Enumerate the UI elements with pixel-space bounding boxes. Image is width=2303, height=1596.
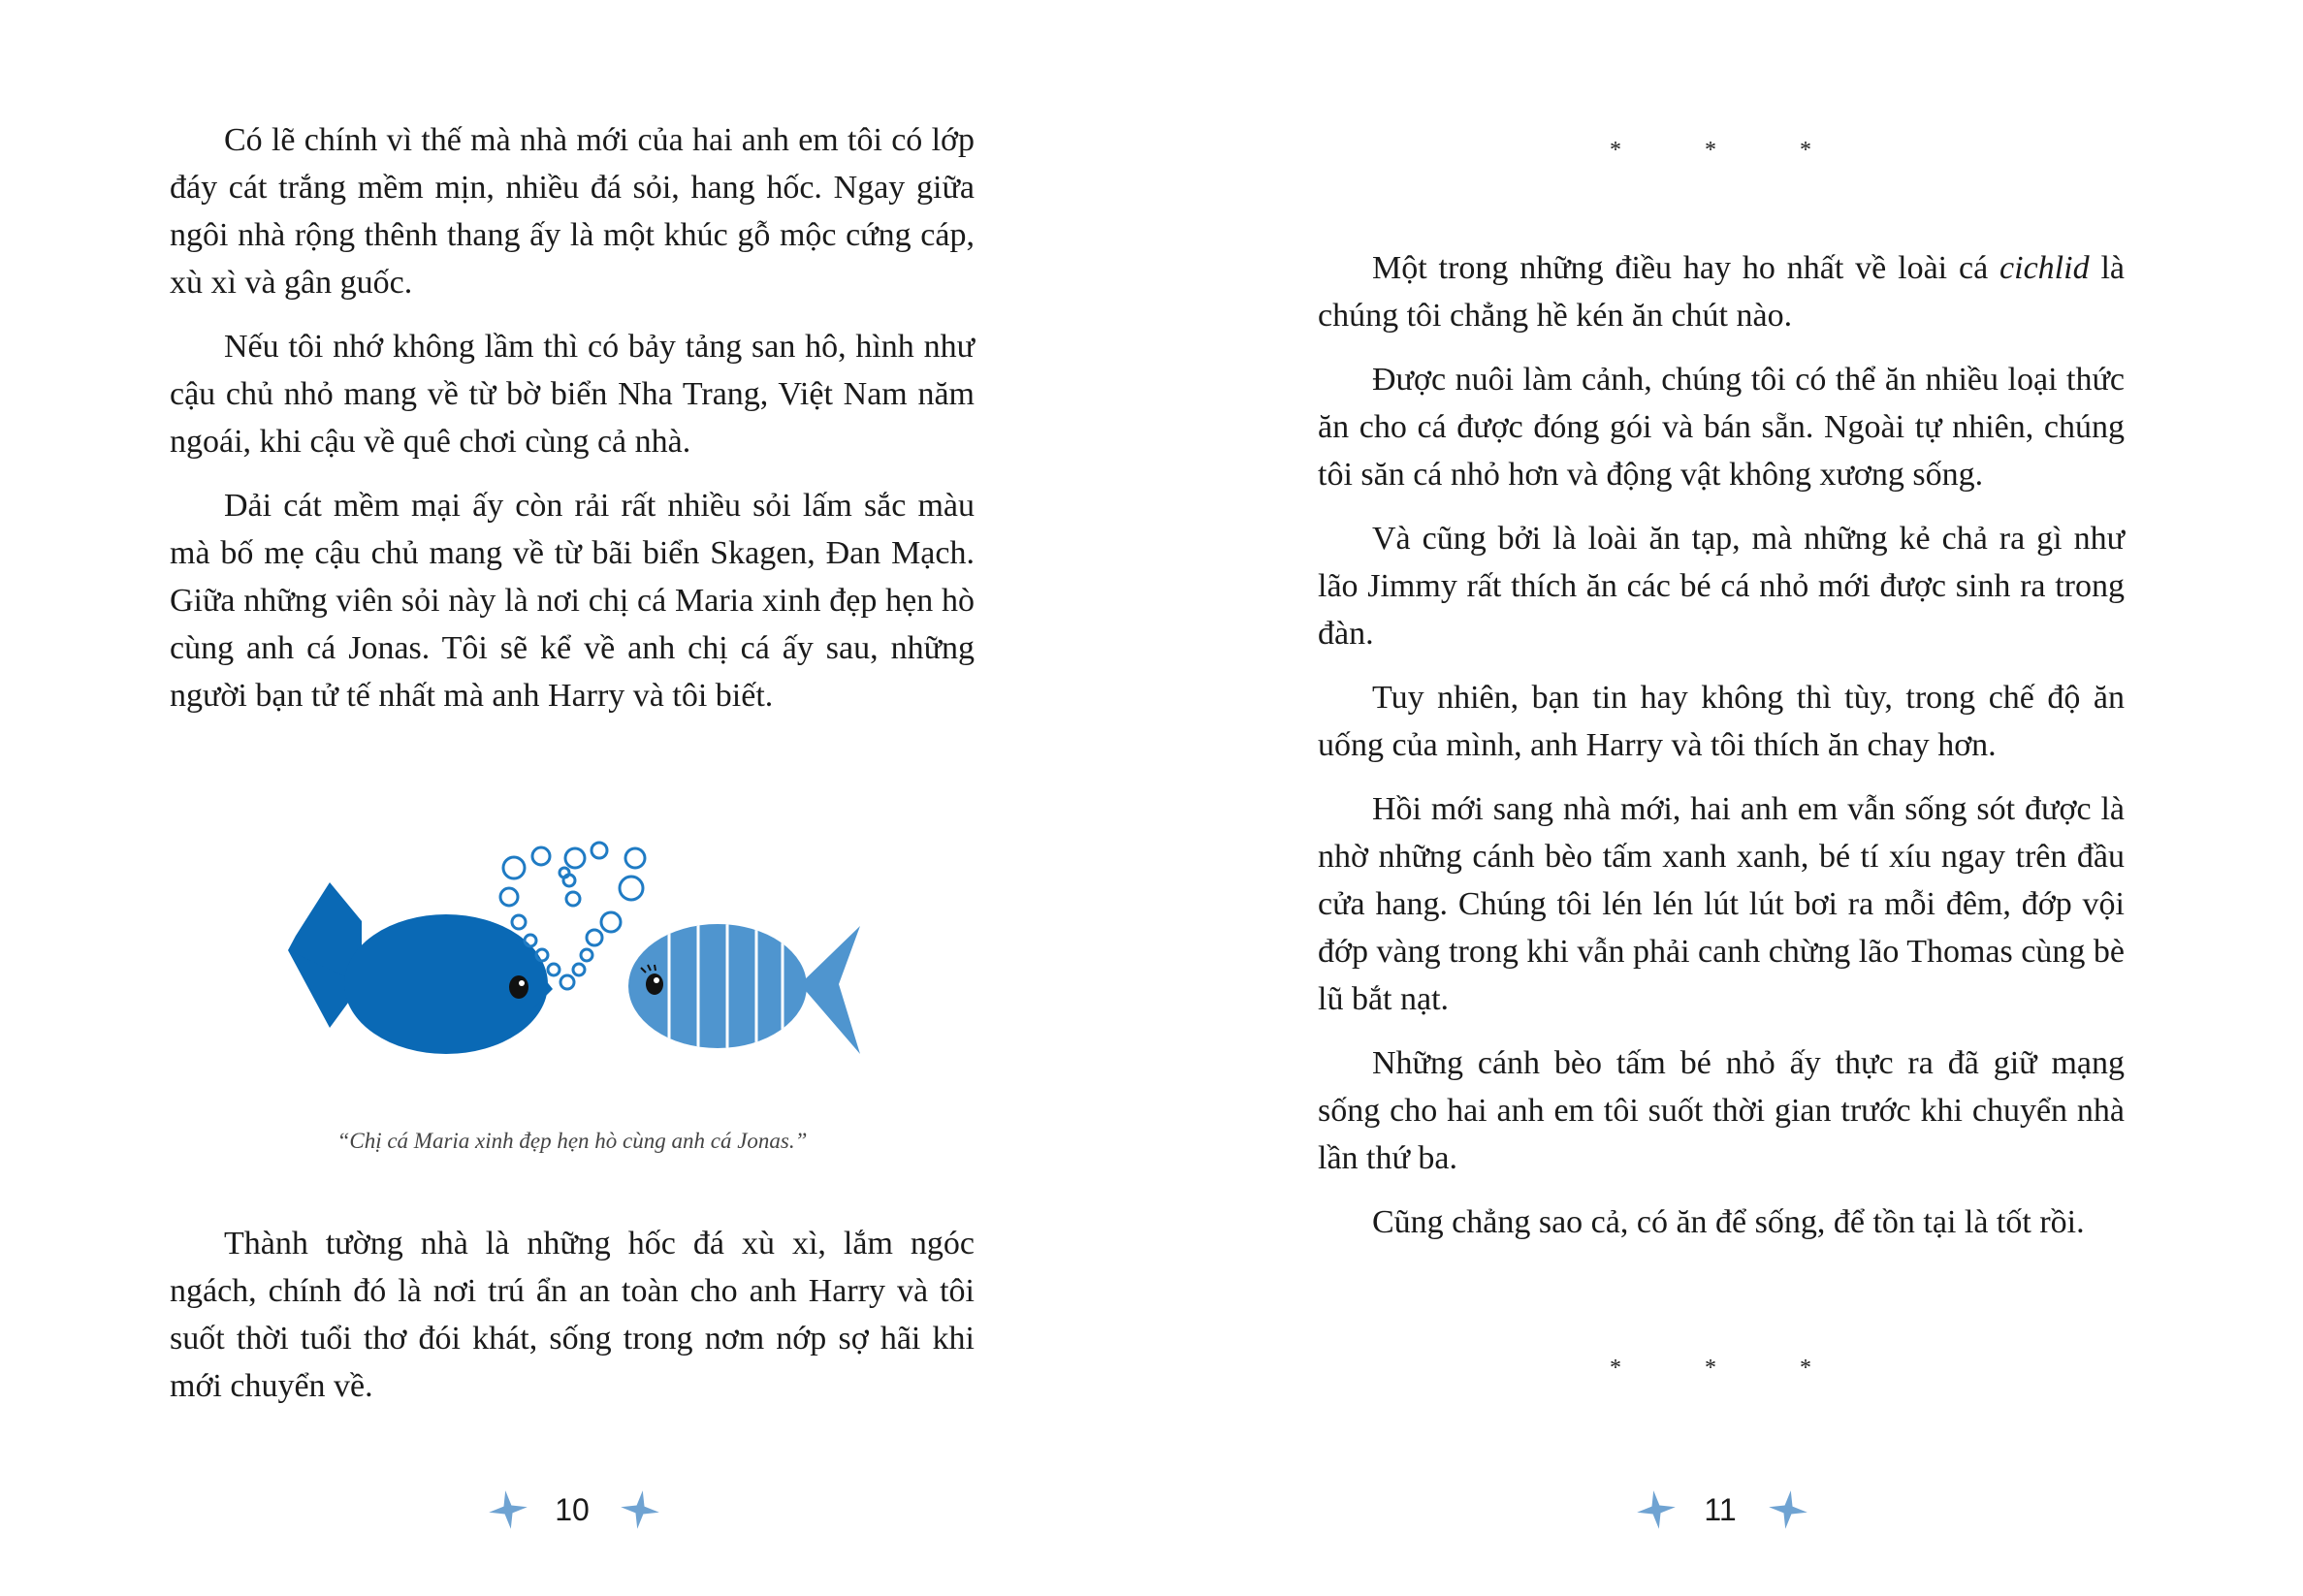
paragraph: Cũng chẳng sao cả, có ăn để sống, để tồn tại là tốt rồi. — [1372, 1204, 2085, 1240]
italic-term: cichlid — [1999, 250, 2090, 286]
paragraph: Được nuôi làm cảnh, chúng tôi có thể ăn nhiều loại thức ăn cho cá được đóng gói và bán sẵn. Ngoài tự nhiên, chúng tôi săn cá nhỏ hơn và động vật không xương sống. — [1318, 362, 2125, 493]
fish-illustration — [286, 829, 868, 1081]
left-text-top — [170, 116, 975, 736]
paragraph: Và cũng bởi là loài ăn tạp, mà những kẻ chả ra gì như lão Jimmy rất thích ăn các bé cá nhỏ mới được sinh ra trong đàn. — [1318, 521, 2125, 652]
right-text — [1318, 244, 2125, 1262]
paragraph: Một trong những điều hay ho nhất về loài cá cichlid là chúng tôi chẳng hề kén ăn chút nào. — [1318, 250, 2125, 334]
fish-couple-svg — [286, 829, 868, 1081]
left-text-bottom — [170, 1220, 975, 1426]
star-icon — [1767, 1488, 1809, 1531]
page-number: 10 — [555, 1492, 590, 1527]
section-separator: * * * — [1610, 1356, 1850, 1381]
fish-jonas — [628, 916, 860, 1062]
page-number: 11 — [1704, 1492, 1737, 1527]
page-footer — [475, 1488, 669, 1537]
paragraph: Nếu tôi nhớ không lầm thì có bảy tảng san hô, hình như cậu chủ nhỏ mang về từ bờ biển Nha Trang, Việt Nam năm ngoái, khi cậu về quê chơi cùng cả nhà. — [170, 329, 975, 460]
paragraph: Tuy nhiên, bạn tin hay không thì tùy, trong chế độ ăn uống của mình, anh Harry và tôi thích ăn chay hơn. — [1318, 680, 2125, 763]
paragraph: Hồi mới sang nhà mới, hai anh em vẫn sống sót được là nhờ những cánh bèo tấm xanh xanh, bé tí xíu ngay trên đầu cửa hang. Chúng tôi lén lén lút lút bơi ra mỗi đêm, đớp vội đớp vàng trong khi vẫn phải canh chừng lão Thomas cùng bè lũ bắt nạt. — [1318, 791, 2125, 1017]
star-icon — [619, 1488, 661, 1531]
section-separator: * * * — [1610, 138, 1850, 163]
left-page — [0, 0, 1151, 1596]
paragraph: Thành tường nhà là những hốc đá xù xì, lắm ngóc ngách, chính đó là nơi trú ẩn an toàn cho anh Harry và tôi suốt thời tuổi thơ đói khát, sống trong nơm nớp sợ hãi khi mới chuyển về. — [170, 1226, 975, 1404]
paragraph: Có lẽ chính vì thế mà nhà mới của hai anh em tôi có lớp đáy cát trắng mềm mịn, nhiều đá sỏi, hang hốc. Ngay giữa ngôi nhà rộng thênh thang ấy là một khúc gỗ mộc cứng cáp, xù xì và gân guốc. — [170, 122, 975, 301]
paragraph: Những cánh bèo tấm bé nhỏ ấy thực ra đã giữ mạng sống cho hai anh em tôi suốt thời gian trước khi chuyển nhà lần thứ ba. — [1318, 1045, 2125, 1176]
page-footer — [1623, 1488, 1817, 1537]
illustration-caption: “Chị cá Maria xinh đẹp hẹn hò cùng anh cá Jonas.” — [336, 1129, 808, 1153]
paragraph: Dải cát mềm mại ấy còn rải rất nhiều sỏi lấm sắc màu mà bố mẹ cậu chủ mang về từ bãi biển Skagen, Đan Mạch. Giữa những viên sỏi này là nơi chị cá Maria xinh đẹp hẹn hò cùng anh cá Jonas. Tôi sẽ kể về anh chị cá ấy sau, những người bạn tử tế nhất mà anh Harry và tôi biết. — [170, 488, 975, 714]
fish-maria — [288, 882, 553, 1054]
right-page — [1151, 0, 2303, 1596]
